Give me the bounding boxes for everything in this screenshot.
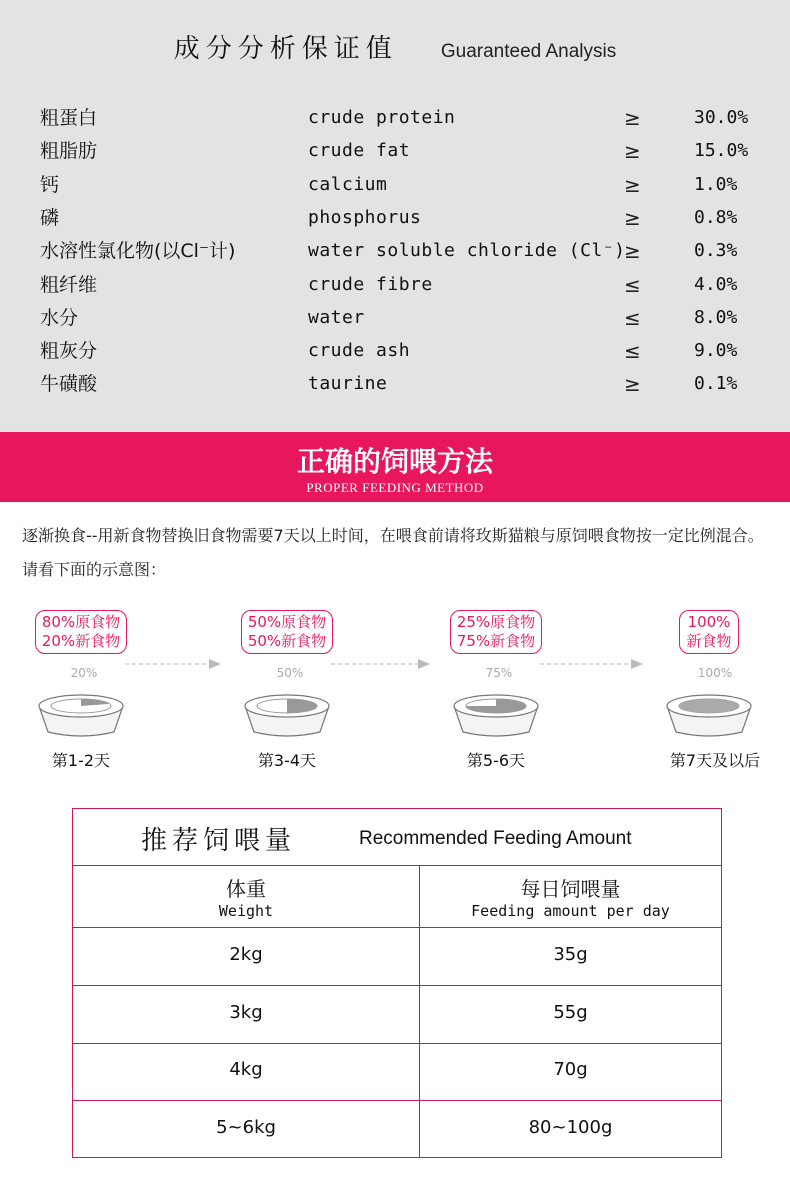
ratio-line-1: 50%原食物 [247,613,327,631]
analysis-row [0,270,790,300]
nutrient-value: 8.0% [694,306,738,328]
analysis-title [0,28,790,65]
stage-percent: 100% [697,666,733,680]
nutrient-value: 0.8% [694,206,738,228]
guaranteed-analysis-panel [0,0,790,432]
analysis-row [0,136,790,166]
food-bowl-icon [242,692,332,740]
stage-day-label: 第3-4天 [257,751,317,770]
comparison-sign: ≥ [624,106,641,130]
ratio-line-2: 新食物 [686,632,732,650]
analysis-row [0,170,790,200]
stage-ratio [634,610,784,654]
method-title-zh: 正确的饲喂方法 [296,445,493,478]
comparison-sign: ≤ [624,305,641,330]
feeding-column-headers [73,865,721,928]
feeding-row [73,928,721,986]
feeding-title-en: Recommended Feeding Amount [359,828,632,849]
nutrient-name-en: calcium [308,173,388,195]
weight-header-en: Weight [218,902,274,920]
ratio-box [679,610,738,654]
stage-ratio [421,610,571,654]
food-bowl-icon [664,692,754,740]
weight-cell: 4kg [229,1059,263,1080]
amount-header-en: Feeding amount per day [471,902,670,920]
nutrient-name-zh: 粗脂肪 [40,140,98,163]
ratio-line-1: 100% [687,613,731,631]
progress-arrow-icon [125,657,221,671]
nutrient-value: 0.1% [694,373,738,395]
ratio-box [241,610,333,654]
nutrient-name-en: phosphorus [308,206,422,228]
weight-cell: 3kg [229,1001,263,1023]
stage-ratio [212,610,362,654]
nutrient-value: 9.0% [694,340,738,362]
ratio-line-2: 75%新食物 [456,632,536,650]
comparison-sign: ≤ [624,272,641,297]
nutrient-name-zh: 牛磺酸 [40,373,98,396]
nutrient-name-en: crude protein [308,107,456,128]
amount-cell: 80~100g [528,1116,613,1138]
nutrient-value: 4.0% [694,273,738,295]
weight-header-zh: 体重 [226,877,266,901]
comparison-sign: ≥ [624,139,641,164]
nutrient-name-zh: 磷 [40,206,60,229]
ratio-line-1: 25%原食物 [456,613,536,631]
nutrient-value: 1.0% [694,173,738,195]
nutrient-name-en: water soluble chloride (Cl⁻) [308,240,626,262]
amount-header-zh: 每日饲喂量 [520,877,621,901]
stage-percent: 75% [485,666,513,680]
feeding-amount-table [72,808,722,1158]
food-bowl-icon [36,692,126,740]
comparison-sign: ≥ [624,372,641,397]
ratio-line-2: 20%新食物 [41,632,121,650]
nutrient-name-en: crude fibre [308,273,433,295]
analysis-row [0,203,790,233]
comparison-sign: ≥ [624,172,641,197]
nutrient-name-zh: 粗灰分 [40,340,98,363]
analysis-row [0,369,790,399]
analysis-row [0,336,790,366]
nutrient-name-zh: 粗蛋白 [40,107,98,129]
food-bowl-icon [451,692,541,740]
nutrient-name-en: water [308,306,365,328]
feeding-table-header [73,809,721,866]
amount-cell: 55g [553,1001,588,1023]
weight-cell: 2kg [229,944,263,965]
comparison-sign: ≥ [624,205,641,230]
nutrient-name-en: taurine [308,373,388,395]
analysis-title-zh: 成分分析保证值 [173,34,398,64]
stage-ratio [6,610,156,654]
analysis-row [0,103,790,133]
ratio-line-1: 80%原食物 [41,613,121,631]
nutrient-name-zh: 钙 [40,173,60,196]
nutrient-name-zh: 水溶性氯化物(以Cl⁻计) [40,240,236,263]
amount-cell: 70g [553,1059,588,1080]
ratio-box [450,610,542,654]
analysis-row [0,236,790,266]
stage-day-label: 第5-6天 [466,751,526,770]
feeding-title-zh: 推荐饲喂量 [141,826,297,856]
feeding-row [73,1043,721,1101]
progress-arrow-icon [331,657,430,671]
ratio-line-2: 50%新食物 [247,632,327,650]
nutrient-name-zh: 粗纤维 [40,273,98,296]
feeding-row [73,1101,721,1158]
feeding-method-banner [0,432,790,502]
amount-column-header [420,873,721,920]
nutrient-value: 15.0% [694,140,749,162]
feeding-intro-text: 逐渐换食--用新食物替换旧食物需要7天以上时间，在喂食前请将玫斯猫粮与原饲喂食物按一定比例混合。请看下面的示意图： [22,526,764,579]
nutrient-name-en: crude ash [308,340,411,362]
weight-cell: 5~6kg [216,1116,276,1138]
feeding-row [73,986,721,1044]
comparison-sign: ≤ [624,339,641,364]
comparison-sign: ≥ [624,239,641,264]
stage-percent: 20% [70,666,98,680]
nutrient-name-zh: 水分 [40,306,79,329]
nutrient-name-en: crude fat [308,140,411,162]
nutrient-value: 0.3% [694,240,738,262]
stage-day-label: 第7天及以后 [669,751,761,770]
stage-day-label: 第1-2天 [51,751,111,770]
ratio-box [35,610,127,654]
analysis-title-en: Guaranteed Analysis [440,41,617,62]
analysis-row [0,303,790,333]
amount-cell: 35g [553,944,588,965]
weight-column-header [73,873,419,920]
progress-arrow-icon [540,657,643,671]
method-title-en: PROPER FEEDING METHOD [306,480,484,495]
stage-percent: 50% [276,666,304,680]
nutrient-value: 30.0% [694,107,749,128]
